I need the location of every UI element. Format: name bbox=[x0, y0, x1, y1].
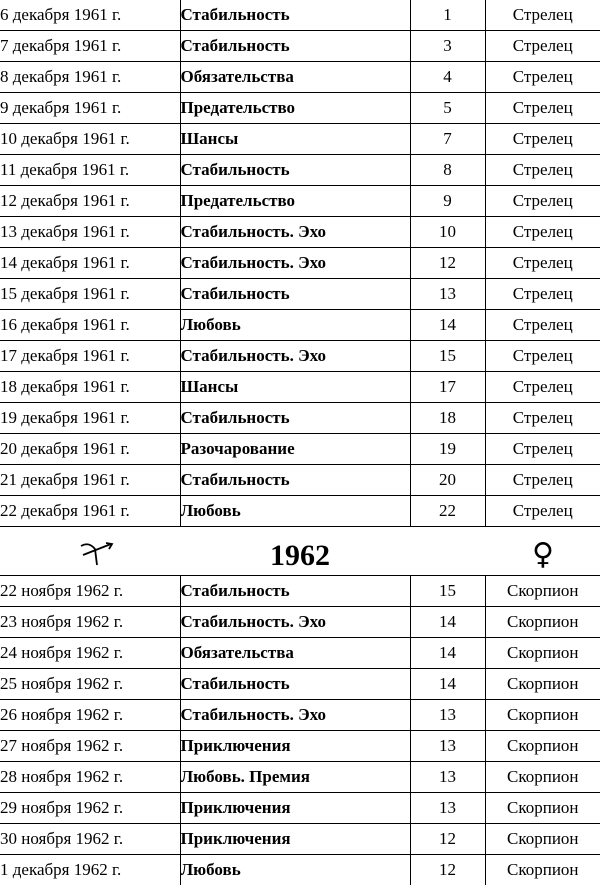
table-row bbox=[0, 186, 600, 217]
date-cell: 27 ноября 1962 г. bbox=[0, 731, 180, 762]
date-cell: 19 декабря 1961 г. bbox=[0, 403, 180, 434]
number-cell: 8 bbox=[410, 155, 485, 186]
sign-cell: Скорпион bbox=[485, 824, 600, 855]
sign-cell: Стрелец bbox=[485, 124, 600, 155]
sign-cell: Стрелец bbox=[485, 0, 600, 31]
sign-cell: Стрелец bbox=[485, 465, 600, 496]
event-cell: Шансы bbox=[180, 372, 410, 403]
number-cell: 13 bbox=[410, 700, 485, 731]
number-cell: 13 bbox=[410, 793, 485, 824]
event-cell: Стабильность. Эхо bbox=[180, 607, 410, 638]
date-cell: 17 декабря 1961 г. bbox=[0, 341, 180, 372]
sign-cell: Скорпион bbox=[485, 793, 600, 824]
date-cell: 26 ноября 1962 г. bbox=[0, 700, 180, 731]
date-cell: 29 ноября 1962 г. bbox=[0, 793, 180, 824]
number-cell: 18 bbox=[410, 403, 485, 434]
sign-cell: Стрелец bbox=[485, 31, 600, 62]
table-row bbox=[0, 700, 600, 731]
date-cell: 10 декабря 1961 г. bbox=[0, 124, 180, 155]
number-cell: 1 bbox=[410, 0, 485, 31]
table-row bbox=[0, 155, 600, 186]
table-row bbox=[0, 0, 600, 31]
date-cell: 6 декабря 1961 г. bbox=[0, 0, 180, 31]
event-cell: Любовь bbox=[180, 855, 410, 886]
sign-cell: Стрелец bbox=[485, 248, 600, 279]
date-cell: 11 декабря 1961 г. bbox=[0, 155, 180, 186]
number-cell: 12 bbox=[410, 248, 485, 279]
table-1962 bbox=[0, 575, 600, 885]
sign-cell: Скорпион bbox=[485, 762, 600, 793]
sign-cell: Скорпион bbox=[485, 731, 600, 762]
event-cell: Любовь. Премия bbox=[180, 762, 410, 793]
event-cell: Стабильность bbox=[180, 155, 410, 186]
date-cell: 23 ноября 1962 г. bbox=[0, 607, 180, 638]
date-cell: 20 декабря 1961 г. bbox=[0, 434, 180, 465]
number-cell: 12 bbox=[410, 855, 485, 886]
number-cell: 15 bbox=[410, 341, 485, 372]
table-row bbox=[0, 62, 600, 93]
number-cell: 14 bbox=[410, 638, 485, 669]
sign-cell: Скорпион bbox=[485, 855, 600, 886]
table-row bbox=[0, 793, 600, 824]
table-row bbox=[0, 248, 600, 279]
table-row bbox=[0, 279, 600, 310]
event-cell: Стабильность bbox=[180, 0, 410, 31]
event-cell: Стабильность. Эхо bbox=[180, 700, 410, 731]
number-cell: 9 bbox=[410, 186, 485, 217]
date-cell: 9 декабря 1961 г. bbox=[0, 93, 180, 124]
table-row bbox=[0, 403, 600, 434]
number-cell: 14 bbox=[410, 310, 485, 341]
sign-cell: Стрелец bbox=[485, 279, 600, 310]
sign-cell: Стрелец bbox=[485, 186, 600, 217]
date-cell: 7 декабря 1961 г. bbox=[0, 31, 180, 62]
sign-cell: Стрелец bbox=[485, 62, 600, 93]
sign-cell: Скорпион bbox=[485, 700, 600, 731]
number-cell: 22 bbox=[410, 496, 485, 527]
date-cell: 16 декабря 1961 г. bbox=[0, 310, 180, 341]
table-row bbox=[0, 217, 600, 248]
event-cell: Обязательства bbox=[180, 62, 410, 93]
table-row bbox=[0, 124, 600, 155]
number-cell: 14 bbox=[410, 669, 485, 700]
number-cell: 13 bbox=[410, 762, 485, 793]
sign-cell: Скорпион bbox=[485, 607, 600, 638]
event-cell: Стабильность bbox=[180, 576, 410, 607]
number-cell: 4 bbox=[410, 62, 485, 93]
table-row bbox=[0, 762, 600, 793]
sign-cell: Стрелец bbox=[485, 496, 600, 527]
event-cell: Стабильность bbox=[180, 669, 410, 700]
table-row bbox=[0, 576, 600, 607]
event-cell: Стабильность bbox=[180, 279, 410, 310]
number-cell: 5 bbox=[410, 93, 485, 124]
number-cell: 14 bbox=[410, 607, 485, 638]
event-cell: Стабильность bbox=[180, 465, 410, 496]
event-cell: Обязательства bbox=[180, 638, 410, 669]
date-cell: 24 ноября 1962 г. bbox=[0, 638, 180, 669]
date-cell: 22 ноября 1962 г. bbox=[0, 576, 180, 607]
table-row bbox=[0, 638, 600, 669]
date-cell: 1 декабря 1962 г. bbox=[0, 855, 180, 886]
event-cell: Стабильность. Эхо bbox=[180, 341, 410, 372]
table-row bbox=[0, 93, 600, 124]
table-row bbox=[0, 496, 600, 527]
table-row bbox=[0, 669, 600, 700]
number-cell: 10 bbox=[410, 217, 485, 248]
table-row bbox=[0, 731, 600, 762]
year-header bbox=[0, 534, 600, 575]
event-cell: Стабильность. Эхо bbox=[180, 217, 410, 248]
event-cell: Приключения bbox=[180, 793, 410, 824]
table-row bbox=[0, 855, 600, 886]
table-row bbox=[0, 607, 600, 638]
number-cell: 13 bbox=[410, 279, 485, 310]
sign-cell: Стрелец bbox=[485, 341, 600, 372]
sign-cell: Скорпион bbox=[485, 576, 600, 607]
event-cell: Разочарование bbox=[180, 434, 410, 465]
date-cell: 28 ноября 1962 г. bbox=[0, 762, 180, 793]
date-cell: 13 декабря 1961 г. bbox=[0, 217, 180, 248]
number-cell: 13 bbox=[410, 731, 485, 762]
number-cell: 20 bbox=[410, 465, 485, 496]
event-cell: Приключения bbox=[180, 824, 410, 855]
event-cell: Приключения bbox=[180, 731, 410, 762]
sign-cell: Стрелец bbox=[485, 372, 600, 403]
date-cell: 14 декабря 1961 г. bbox=[0, 248, 180, 279]
date-cell: 21 декабря 1961 г. bbox=[0, 465, 180, 496]
number-cell: 3 bbox=[410, 31, 485, 62]
sign-cell: Стрелец bbox=[485, 155, 600, 186]
event-cell: Предательство bbox=[180, 93, 410, 124]
sign-cell: Стрелец bbox=[485, 93, 600, 124]
event-cell: Стабильность. Эхо bbox=[180, 248, 410, 279]
number-cell: 15 bbox=[410, 576, 485, 607]
table-row bbox=[0, 31, 600, 62]
event-cell: Шансы bbox=[180, 124, 410, 155]
sign-cell: Стрелец bbox=[485, 434, 600, 465]
table-row bbox=[0, 824, 600, 855]
date-cell: 30 ноября 1962 г. bbox=[0, 824, 180, 855]
year-title: 1962 bbox=[270, 539, 330, 572]
table-row bbox=[0, 341, 600, 372]
sign-cell: Стрелец bbox=[485, 217, 600, 248]
venus-icon: ♀ bbox=[532, 537, 554, 572]
event-cell: Предательство bbox=[180, 186, 410, 217]
event-cell: Любовь bbox=[180, 310, 410, 341]
table-row bbox=[0, 434, 600, 465]
number-cell: 17 bbox=[410, 372, 485, 403]
sign-cell: Скорпион bbox=[485, 638, 600, 669]
event-cell: Стабильность bbox=[180, 403, 410, 434]
date-cell: 12 декабря 1961 г. bbox=[0, 186, 180, 217]
sign-cell: Скорпион bbox=[485, 669, 600, 700]
event-cell: Любовь bbox=[180, 496, 410, 527]
number-cell: 19 bbox=[410, 434, 485, 465]
table-row bbox=[0, 372, 600, 403]
date-cell: 8 декабря 1961 г. bbox=[0, 62, 180, 93]
table-row bbox=[0, 310, 600, 341]
number-cell: 7 bbox=[410, 124, 485, 155]
sign-cell: Стрелец bbox=[485, 403, 600, 434]
number-cell: 12 bbox=[410, 824, 485, 855]
date-cell: 18 декабря 1961 г. bbox=[0, 372, 180, 403]
event-cell: Стабильность bbox=[180, 31, 410, 62]
date-cell: 15 декабря 1961 г. bbox=[0, 279, 180, 310]
date-cell: 22 декабря 1961 г. bbox=[0, 496, 180, 527]
date-cell: 25 ноября 1962 г. bbox=[0, 669, 180, 700]
sign-cell: Стрелец bbox=[485, 310, 600, 341]
table-row bbox=[0, 465, 600, 496]
